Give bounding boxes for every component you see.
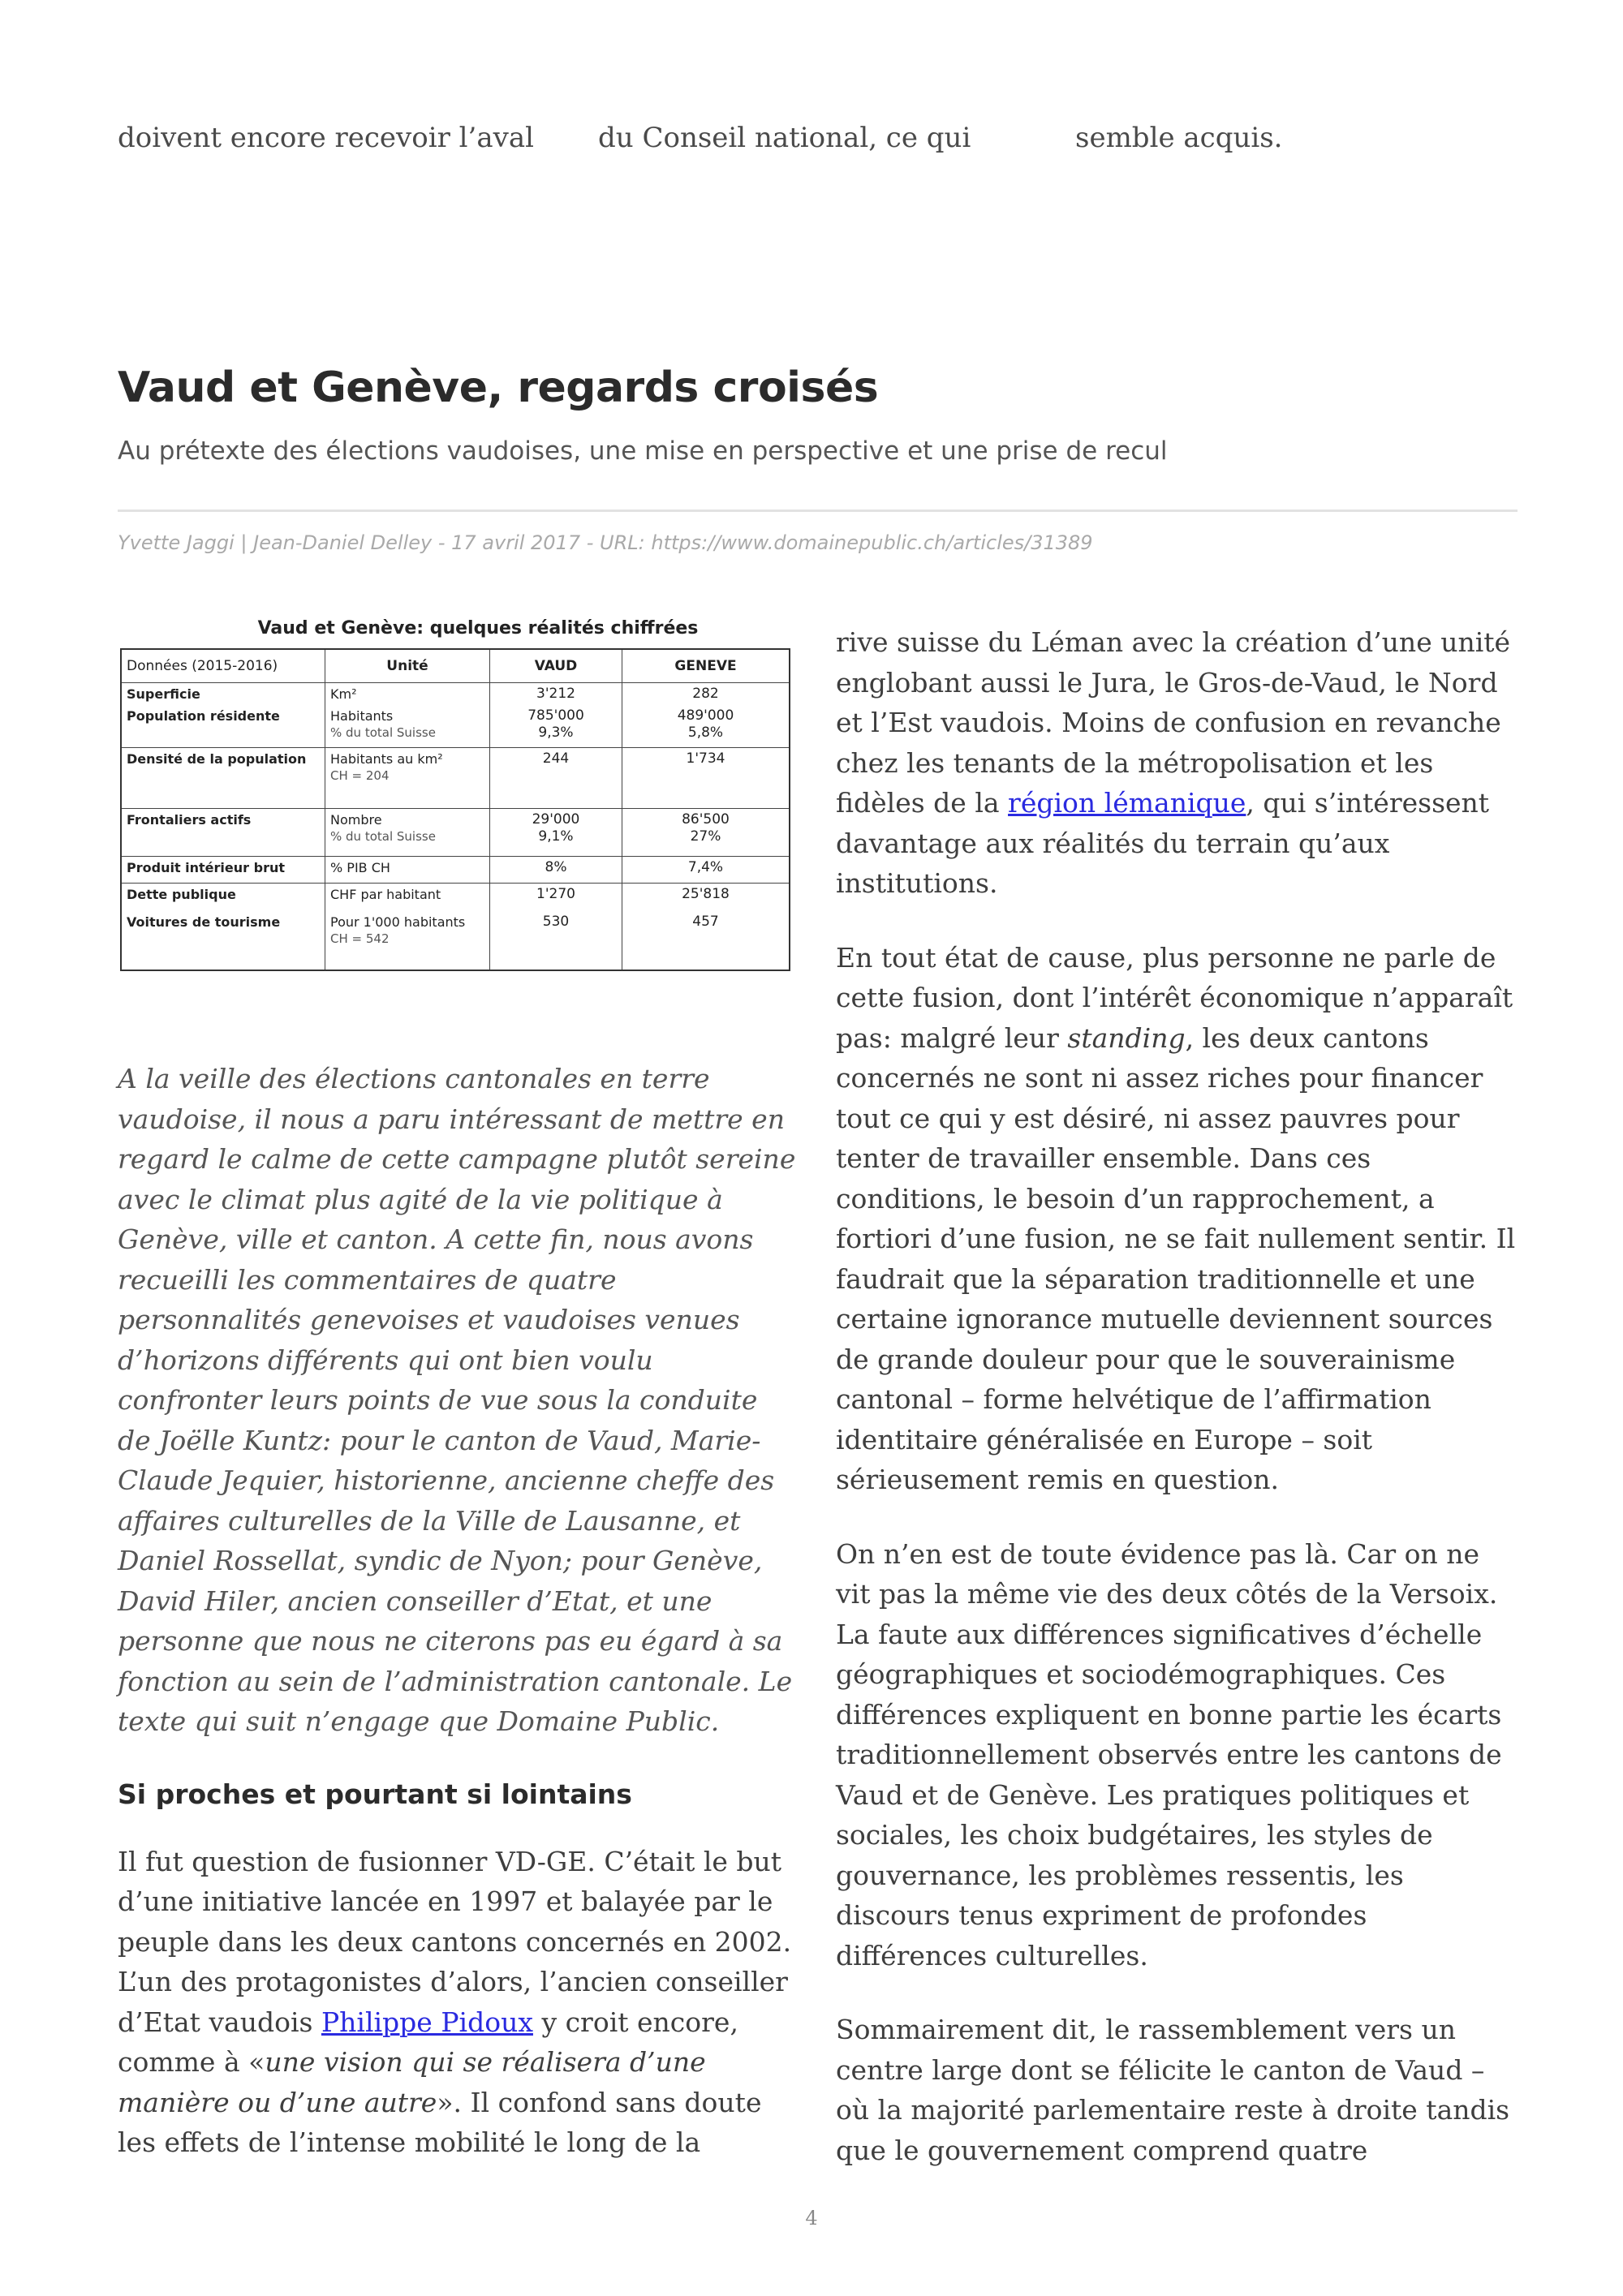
row-label: Densité de la population bbox=[121, 748, 325, 809]
row-label: Voitures de tourisme bbox=[121, 911, 325, 970]
page-number: 4 bbox=[805, 2207, 818, 2229]
table-header-cell: Données (2015-2016) bbox=[121, 649, 325, 683]
vaud-value: 785'000 9,3% bbox=[490, 705, 622, 748]
geneve-value: 25'818 bbox=[622, 884, 790, 912]
body-paragraph: rive suisse du Léman avec la création d’une unité englobant aussi le Jura, le Gros-de-Vaud, le Nord et l’Est vaudois. Moins de confusion en revanche chez les tenants de la métropolisation et les fidèles de la région lémanique, qui s’intéressent davantage aux réalités du terrain qu’aux institutions. bbox=[836, 626, 1511, 899]
header-divider bbox=[118, 510, 1518, 512]
row-label: Dette publique bbox=[121, 884, 325, 912]
body-paragraph: En tout état de cause, plus personne ne parle de cette fusion, dont l’intérêt économique n’apparaît pas: malgré leur standing, les deux cantons concernés ne sont ni assez riches pour financer tout ce qui y est désiré, ni assez pauvres pour tenter de travailler ensemble. Dans ces conditions, le besoin d’un rapprochement, a fortiori d’une fusion, ne se fait nullement sentir. Il faudrait que la séparation traditionnelle et une certaine ignorance mutuelle deviennent sources de grande douleur pour que le souverainisme cantonal – forme helvétique de l’affirmation identitaire généralisée en Europe – soit sérieusement remis en question. bbox=[836, 941, 1516, 1495]
table-row bbox=[121, 705, 790, 748]
table-row bbox=[121, 884, 790, 912]
row-unit: CHF par habitant bbox=[325, 884, 490, 912]
vaud-value: 244 bbox=[490, 748, 622, 809]
vaud-value: 1'270 bbox=[490, 884, 622, 912]
left-column bbox=[118, 1059, 798, 2197]
table-row bbox=[121, 857, 790, 884]
row-unit: % PIB CH bbox=[325, 857, 490, 884]
article-title: Vaud et Genève, regards croisés bbox=[118, 363, 879, 412]
section-heading: Si proches et pourtant si lointains bbox=[118, 1778, 632, 1810]
row-label: Frontaliers actifs bbox=[121, 809, 325, 857]
right-column bbox=[836, 622, 1518, 2204]
geneve-value: 1'734 bbox=[622, 748, 790, 809]
quote: une vision qui se réalisera d’une manière ou d’une autre bbox=[118, 2046, 706, 2118]
geneve-value: 7,4% bbox=[622, 857, 790, 884]
link-philippe-pidoux[interactable]: Philippe Pidoux bbox=[321, 2006, 533, 2038]
carryover-part-1: doivent encore recevoir l’aval bbox=[118, 122, 534, 154]
table-row bbox=[121, 911, 790, 970]
row-unit: Habitants au km² CH = 204 bbox=[325, 748, 490, 809]
row-label: Produit intérieur brut bbox=[121, 857, 325, 884]
row-label: Population résidente bbox=[121, 705, 325, 748]
body-paragraph: Sommairement dit, le rassemblement vers un centre large dont se félicite le canton de Vaud – où la majorité parlementaire reste à droite tandis que le gouvernement comprend quatre bbox=[836, 2014, 1510, 2166]
row-unit: Nombre % du total Suisse bbox=[325, 809, 490, 857]
vaud-value: 8% bbox=[490, 857, 622, 884]
link-region-lemanique[interactable]: région lémanique bbox=[1008, 787, 1246, 819]
vaud-value: 29'000 9,1% bbox=[490, 809, 622, 857]
table-row bbox=[121, 809, 790, 857]
row-unit: Habitants % du total Suisse bbox=[325, 705, 490, 748]
comparison-table bbox=[120, 648, 790, 971]
data-table-figure bbox=[120, 618, 795, 971]
table-header-cell: Unité bbox=[325, 649, 490, 683]
body-paragraph: Il fut question de fusionner VD-GE. C’était le but d’une initiative lancée en 1997 et balayée par le peuple dans les deux cantons concernés en 2002. L’un des protagonistes d’alors, l’ancien conseiller d’Etat vaudois Philippe Pidoux y croit encore, comme à «une vision qui se réalisera d’une manière ou d’une autre». Il confond sans doute les effets de l’intense mobilité le long de la bbox=[118, 1845, 792, 2158]
figure-caption: Vaud et Genève: quelques réalités chiffrées bbox=[257, 618, 699, 638]
carryover-part-2: du Conseil national, ce qui bbox=[598, 122, 971, 154]
geneve-value: 457 bbox=[622, 911, 790, 970]
emphasis: standing bbox=[1067, 1021, 1186, 1054]
intro-paragraph: A la veille des élections cantonales en terre vaudoise, il nous a paru intéressant de mettre en regard le calme de cette campagne plutôt sereine avec le climat plus agité de la vie politique à Genève, ville et canton. A cette fin, nous avons recueilli les commentaires de quatre personnalités genevoises et vaudoises venues d’horizons différents qui ont bien voulu confronter leurs points de vue sous la conduite de Joëlle Kuntz: pour le canton de Vaud, Marie-Claude Jequier, historienne, ancienne cheffe des affaires culturelles de la Ville de Lausanne, et Daniel Rossellat, syndic de Nyon; pour Genève, David Hiler, ancien conseiller d’Etat, et une personne que nous ne citerons pas eu égard à sa fonction au sein de l’administration cantonale. Le texte qui suit n’engage que Domaine Public. bbox=[118, 1063, 796, 1737]
table-header-cell: GENEVE bbox=[622, 649, 790, 683]
table-row bbox=[121, 683, 790, 706]
row-unit: Km² bbox=[325, 683, 490, 706]
table-header-cell: VAUD bbox=[490, 649, 622, 683]
row-label: Superficie bbox=[121, 683, 325, 706]
table-row bbox=[121, 748, 790, 809]
table-header-row bbox=[121, 649, 790, 683]
article-byline: Yvette Jaggi | Jean-Daniel Delley - 17 avril 2017 - URL: https://www.domainepublic.ch/articles/31389 bbox=[118, 531, 1093, 554]
vaud-value: 3'212 bbox=[490, 683, 622, 706]
geneve-value: 282 bbox=[622, 683, 790, 706]
row-unit: Pour 1'000 habitants CH = 542 bbox=[325, 911, 490, 970]
carryover-part-3: semble acquis. bbox=[1075, 122, 1283, 154]
geneve-value: 489'000 5,8% bbox=[622, 705, 790, 748]
article-subtitle: Au prétexte des élections vaudoises, une mise en perspective et une prise de recul bbox=[118, 436, 1168, 466]
geneve-value: 86'500 27% bbox=[622, 809, 790, 857]
body-paragraph: On n’en est de toute évidence pas là. Car on ne vit pas la même vie des deux côtés de la Versoix. La faute aux différences significatives d’échelle géographiques et sociodémographiques. Ces différences expliquent en bonne partie les écarts traditionnellement observés entre les cantons de Vaud et de Genève. Les pratiques politiques et sociales, les choix budgétaires, les styles de gouvernance, les problèmes ressentis, les discours tenus expriment de profondes différences culturelles. bbox=[836, 1537, 1502, 1971]
vaud-value: 530 bbox=[490, 911, 622, 970]
